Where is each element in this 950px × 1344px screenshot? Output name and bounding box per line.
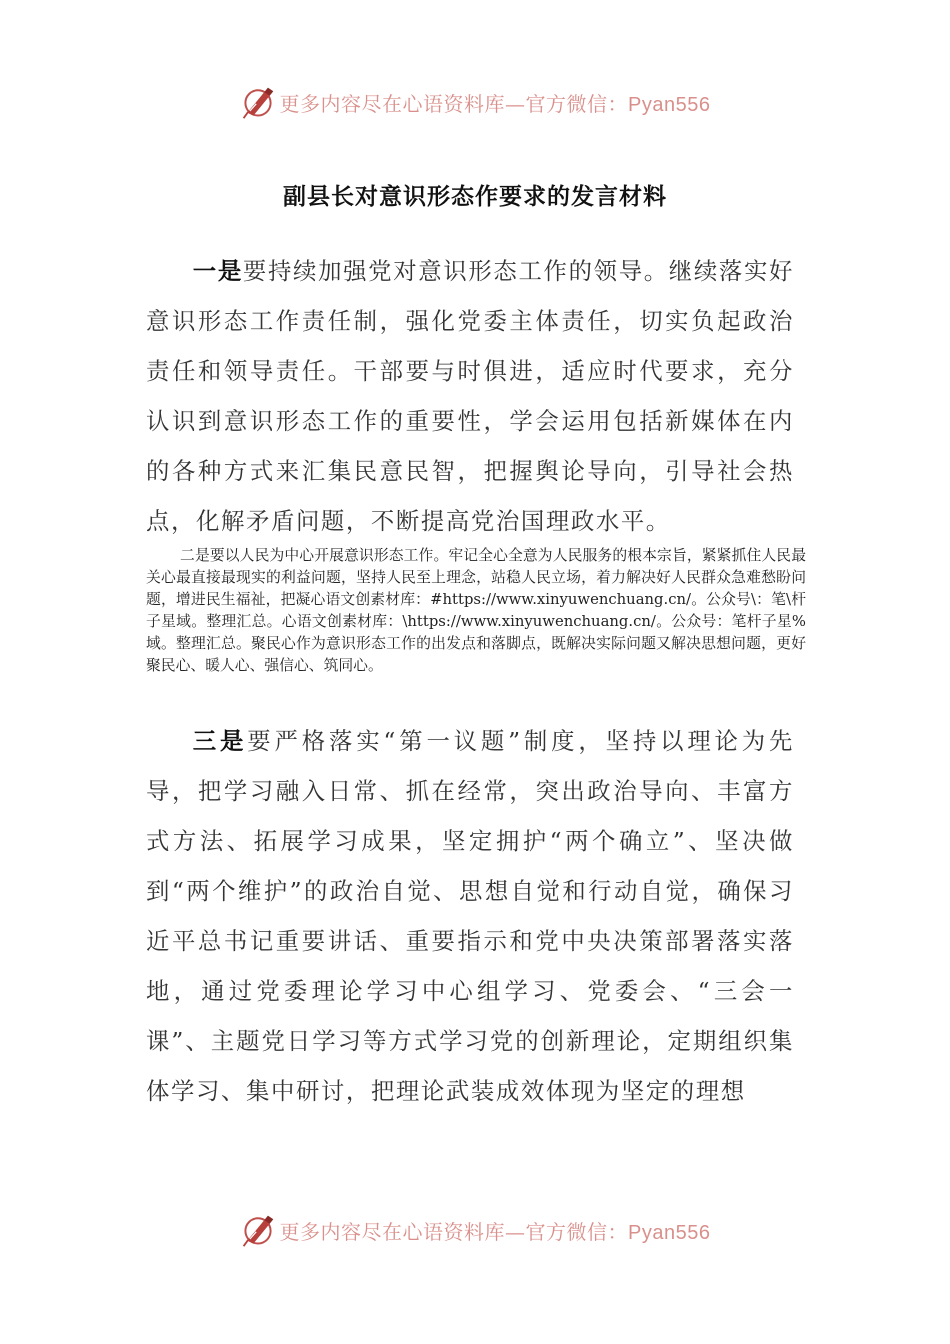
watermark-text: 更多内容尽在心语资料库—官方微信：Pyan556	[279, 1219, 711, 1244]
paragraph-one-lead: 一是	[192, 257, 243, 285]
document-title: 副县长对意识形态作要求的发言材料	[283, 184, 667, 210]
paragraph-one	[146, 246, 794, 546]
header-watermark-banner	[0, 82, 950, 122]
wechat-id: Pyan556	[628, 93, 711, 116]
paragraph-two: 二是要以人民为中心开展意识形态工作。牢记全心全意为人民服务的根本宗旨，紧紧抓住人民最关心最直接最现实的利益问题，坚持人民至上理念，站稳人民立场，着力解决好人民群众急难愁盼问题，增进民生福祉，把凝心语文创素材库：#https://www.xinyuwenchuang.cn/。公众号\：笔\杆子星域。整理汇总。心语文创素材库：\https://www.xinyuwenchuang.cn/。公众号：笔杆子星%域。整理汇总。聚民心作为意识形态工作的出发点和落脚点，既解决实际问题又解决思想问题，更好聚民心、暖人心、强信心、筑同心。	[146, 547, 806, 674]
footer-watermark-banner	[0, 1210, 950, 1250]
paragraph-three-body: 要严格落实“第一议题”制度，坚持以理论为先导，把学习融入日常、抓在经常，突出政治导向、丰富方式方法、拓展学习成果，坚定拥护“两个确立”、坚决做到“两个维护”的政治自觉、思想自觉和行动自觉，确保习近平总书记重要讲话、重要指示和党中央决策部署落实落地，通过党委理论学习中心组学习、党委会、“三会一课”、主题党日学习等方式学习党的创新理论，定期组织集体学习、集中研讨，把理论武装成效体现为坚定的理想	[146, 727, 795, 1105]
paragraph-one-body: 要持续加强党对意识形态工作的领导。继续落实好意识形态工作责任制，强化党委主体责任，切实负起政治责任和领导责任。干部要与时俱进，适应时代要求，充分认识到意识形态工作的重要性，学会运用包括新媒体在内的各种方式来汇集民意民智，把握舆论导向，引导社会热点，化解矛盾问题，不断提高党治国理政水平。	[146, 257, 794, 535]
paragraph-three	[146, 716, 794, 1116]
paragraph-three-lead: 三是	[192, 727, 248, 755]
wechat-id: Pyan556	[628, 1221, 711, 1244]
watermark-text: 更多内容尽在心语资料库—官方微信：Pyan556	[279, 91, 711, 116]
pen-nib-logo-icon	[240, 1212, 276, 1248]
pen-nib-logo-icon	[240, 84, 276, 120]
